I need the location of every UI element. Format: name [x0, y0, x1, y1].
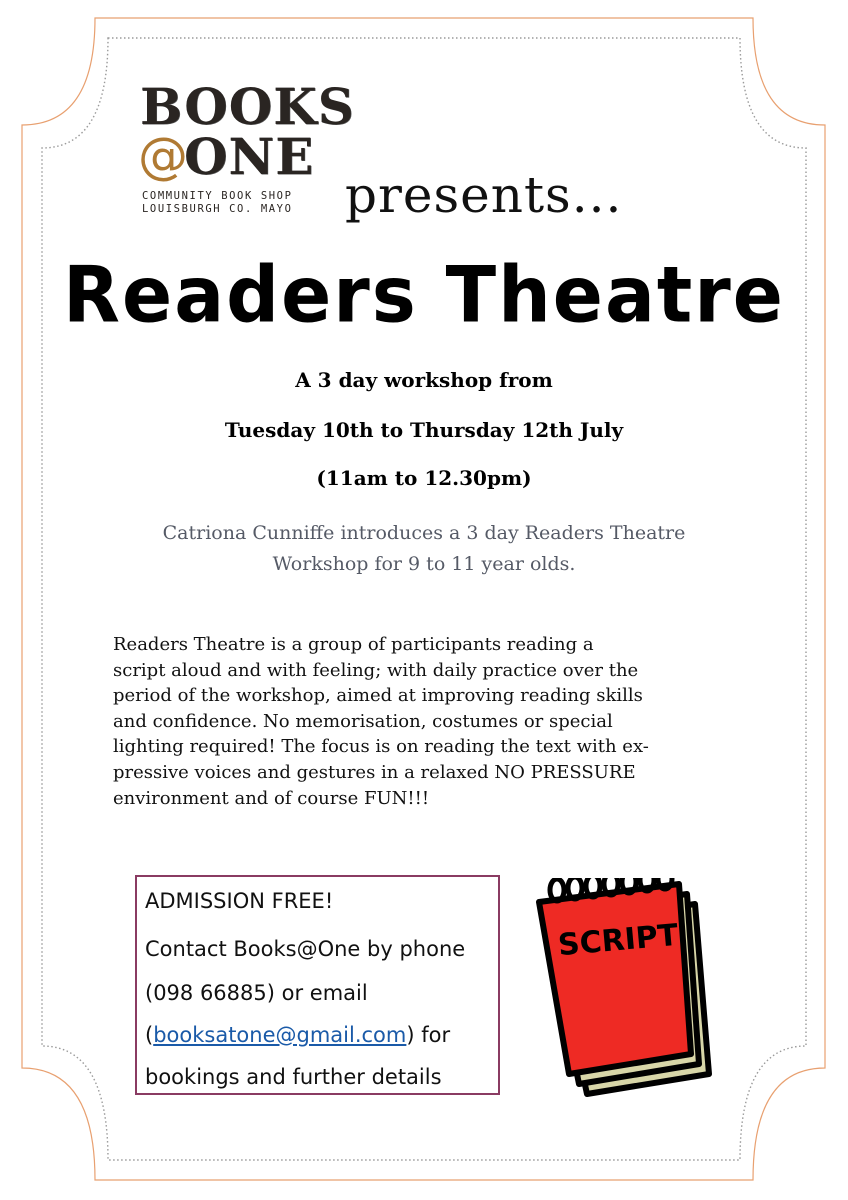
description-line: pressive voices and gestures in a relaxed NO PRESSURE — [113, 761, 636, 783]
logo-subtitle-line2: LOUISBURGH CO. MAYO — [142, 203, 293, 215]
logo-subtitle-line1: COMMUNITY BOOK SHOP — [142, 190, 293, 202]
admission-free: ADMISSION FREE! — [145, 889, 334, 913]
page-title: Readers Theatre — [63, 249, 785, 341]
email-line — [145, 1023, 450, 1047]
script-notepad-icon — [535, 878, 715, 1098]
open-paren: ( — [145, 1023, 154, 1047]
intro-line: Catriona Cunniffe introduces a 3 day Readers Theatre — [162, 522, 686, 544]
email-link[interactable]: booksatone@gmail.com — [153, 1023, 407, 1047]
contact-phone-line: Contact Books@One by phone — [145, 937, 466, 961]
workshop-times: (11am to 12.30pm) — [316, 466, 532, 490]
script-label: SCRIPT — [556, 917, 680, 964]
intro-line: Workshop for 9 to 11 year olds. — [272, 553, 576, 575]
workshop-duration: A 3 day workshop from — [295, 368, 553, 392]
description-line: lighting required! The focus is on reading the text with ex- — [113, 736, 649, 758]
admission-box — [135, 875, 500, 1095]
description-line: and confidence. No memorisation, costumes or special — [113, 710, 613, 732]
logo-books-text: BOOKS — [140, 77, 355, 136]
phone-number-line: (098 66885) or email — [145, 981, 368, 1005]
after-email: ) for — [406, 1023, 451, 1047]
description-line: period of the workshop, aimed at improving reading skills — [113, 685, 643, 707]
workshop-dates: Tuesday 10th to Thursday 12th July — [224, 418, 624, 442]
description-paragraph — [113, 632, 753, 811]
bookings-line: bookings and further details — [145, 1065, 442, 1089]
logo-one-text: ONE — [184, 127, 315, 186]
description-line: environment and of course FUN!!! — [113, 787, 430, 809]
intro-paragraph — [100, 518, 748, 580]
presents-text: presents... — [345, 166, 623, 224]
books-at-one-logo — [138, 77, 355, 220]
description-line: script aloud and with feeling; with daily practice over the — [113, 659, 639, 681]
logo-at-symbol: @ — [138, 127, 188, 185]
description-line: Readers Theatre is a group of participants reading a — [113, 634, 594, 655]
